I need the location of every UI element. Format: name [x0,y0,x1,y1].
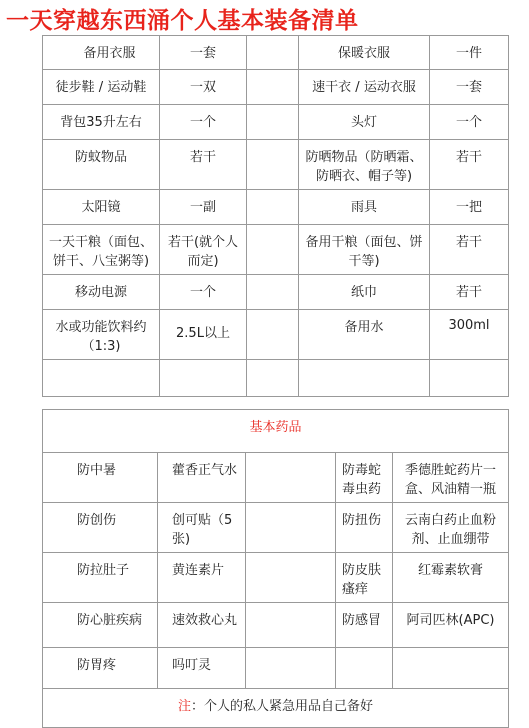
medicine-heading: 基本药品 [43,410,509,453]
equipment-cell: 保暖衣服 [299,36,430,70]
equipment-table [42,35,509,397]
equipment-cell: 速干衣 / 运动衣服 [299,70,430,105]
medicine-cell: 防拉肚子 [43,553,158,603]
medicine-cell: 吗叮灵 [158,648,246,689]
equipment-cell [247,310,299,360]
medicine-cell: 创可贴（5张) [158,503,246,553]
medicine-cell: 防胃疼 [43,648,158,689]
equipment-cell: 若干(就个人而定) [160,225,247,275]
medicine-cell: 防感冒 [336,603,393,648]
equipment-cell [247,36,299,70]
equipment-cell: 若干 [160,140,247,190]
equipment-cell: 若干 [430,225,509,275]
equipment-cell: 头灯 [299,105,430,140]
medicine-cell: 防毒蛇毒虫药 [336,453,393,503]
equipment-cell [247,140,299,190]
equipment-cell: 防蚊物品 [43,140,160,190]
equipment-cell: 一个 [430,105,509,140]
equipment-cell: 纸巾 [299,275,430,310]
note-prefix: 注 [178,699,192,714]
medicine-cell: 防创伤 [43,503,158,553]
equipment-cell: 太阳镜 [43,190,160,225]
equipment-row [43,70,509,105]
medicine-note-row [43,689,509,728]
medicine-cell: 云南白药止血粉剂、止血绷带 [393,503,509,553]
medicine-note [43,689,509,728]
medicine-cell: 藿香正气水 [158,453,246,503]
equipment-cell: 备用水 [299,310,430,360]
medicine-cell: 阿司匹林(APC) [393,603,509,648]
equipment-row [43,275,509,310]
note-text: ：个人的私人紧急用品自己备好 [191,699,374,714]
equipment-cell: 水或功能饮料约（1:3) [43,310,160,360]
medicine-cell [246,553,336,603]
equipment-cell: 若干 [430,275,509,310]
medicine-row [43,648,509,689]
medicine-cell: 黄连素片 [158,553,246,603]
equipment-cell: 一套 [430,70,509,105]
equipment-cell [247,190,299,225]
medicine-cell [246,453,336,503]
page-title: 一天穿越东西涌个人基本装备清单 [6,8,359,34]
medicine-cell: 季德胜蛇药片一盒、风油精一瓶 [393,453,509,503]
medicine-cell: 速效救心丸 [158,603,246,648]
equipment-row [43,105,509,140]
equipment-cell: 备用衣服 [43,36,160,70]
medicine-row [43,503,509,553]
equipment-cell [43,360,160,397]
equipment-cell: 一双 [160,70,247,105]
equipment-cell [299,360,430,397]
medicine-cell [336,648,393,689]
equipment-cell [430,360,509,397]
equipment-cell: 移动电源 [43,275,160,310]
medicine-table [42,409,509,728]
medicine-cell: 防中暑 [43,453,158,503]
equipment-cell: 徒步鞋 / 运动鞋 [43,70,160,105]
medicine-row [43,453,509,503]
equipment-row [43,36,509,70]
equipment-cell [247,225,299,275]
equipment-cell: 防晒物品（防晒霜、防晒衣、帽子等) [299,140,430,190]
medicine-row [43,553,509,603]
equipment-cell [160,360,247,397]
equipment-cell [247,360,299,397]
equipment-cell: 一个 [160,275,247,310]
equipment-cell: 一套 [160,36,247,70]
medicine-cell [246,503,336,553]
equipment-row [43,225,509,275]
equipment-cell: 背包35升左右 [43,105,160,140]
equipment-row [43,190,509,225]
medicine-row [43,603,509,648]
equipment-cell: 雨具 [299,190,430,225]
equipment-cell: 300ml [430,310,509,360]
medicine-cell [246,603,336,648]
equipment-cell [247,70,299,105]
medicine-cell: 防扭伤 [336,503,393,553]
equipment-cell: 一件 [430,36,509,70]
equipment-row [43,140,509,190]
equipment-cell: 一天干粮（面包、饼干、八宝粥等) [43,225,160,275]
equipment-row [43,310,509,360]
medicine-cell [393,648,509,689]
medicine-cell [246,648,336,689]
equipment-row [43,360,509,397]
medicine-cell: 防心脏疾病 [43,603,158,648]
medicine-cell: 红霉素软膏 [393,553,509,603]
equipment-cell: 备用干粮（面包、饼干等) [299,225,430,275]
equipment-cell: 2.5L以上 [160,310,247,360]
equipment-cell: 一副 [160,190,247,225]
medicine-cell: 防皮肤瘙痒 [336,553,393,603]
equipment-cell: 一把 [430,190,509,225]
equipment-cell [247,105,299,140]
equipment-cell: 一个 [160,105,247,140]
equipment-cell [247,275,299,310]
equipment-cell: 若干 [430,140,509,190]
